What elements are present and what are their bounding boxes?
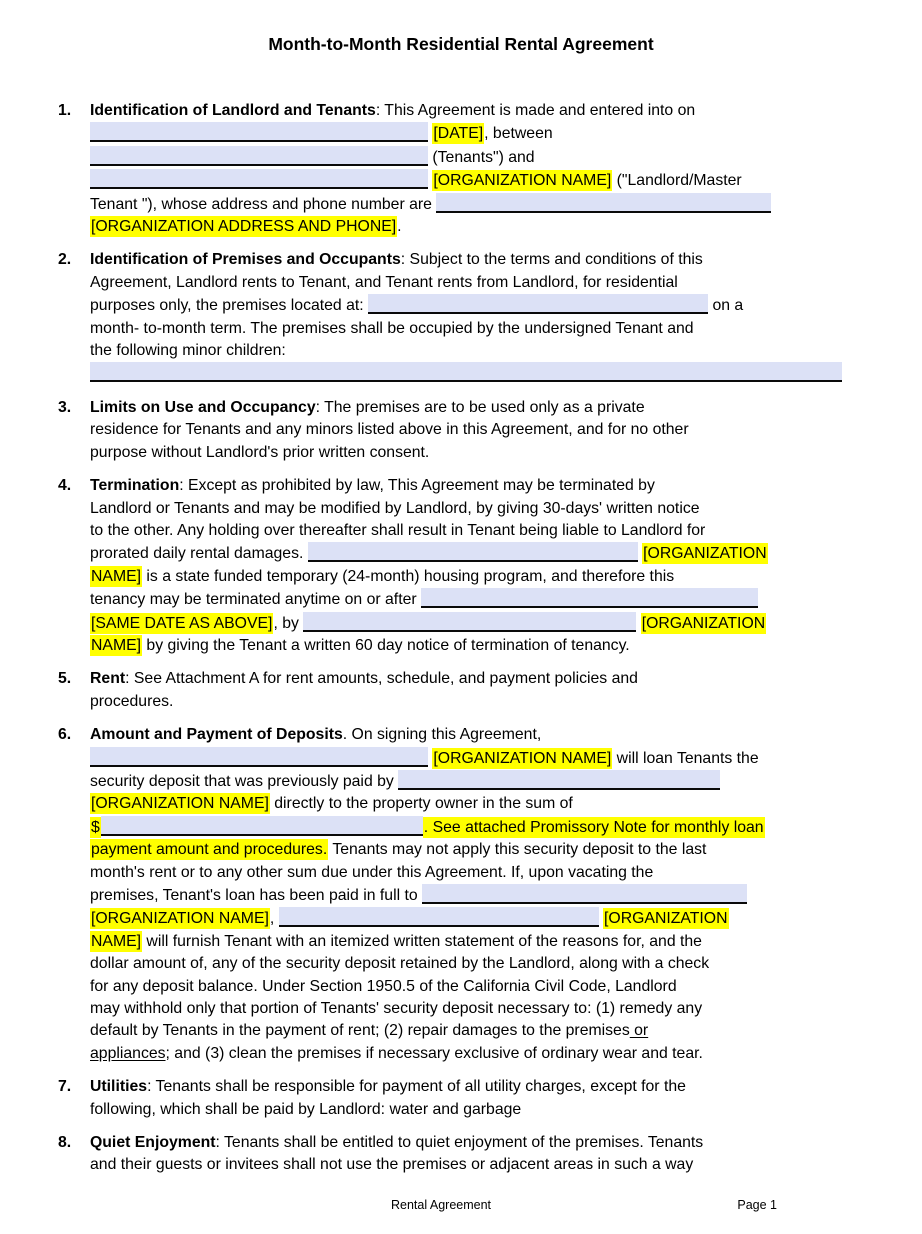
body-text: tenancy may be terminated anytime on or after [90,591,422,609]
body-text: premises, Tenant's loan has been paid in full to [90,887,423,904]
body-text: , by [273,614,304,632]
highlighted-placeholder: payment amount and procedures. [91,841,328,859]
body-text: to the other. Any holding over thereafter shall result in Tenant being liable to Landlord for [90,521,706,539]
body-text: , between [484,125,553,143]
body-text: on a [708,297,744,315]
section-identification-of-landlord-and-tenants [58,100,858,238]
section-heading: Identification of Premises and Occupants [90,251,401,269]
body-text: for any deposit balance. Under Section 1950.5 of the California Civil Code, Landlord [90,977,677,995]
body-text: following, which shall be paid by Landlord: water and garbage [90,1100,522,1118]
body-text: : This Agreement is made and entered into on [375,102,696,119]
section-quiet-enjoyment [58,1132,858,1177]
body-text: default by Tenants in the payment of rent; (2) repair damages to the premises [90,1022,630,1040]
section-heading: Termination [90,477,180,495]
section-utilities [58,1076,858,1121]
body-text: will furnish Tenant with an itemized written statement of the reasons for, and the [142,932,702,950]
section-content [90,668,852,713]
body-text: the following minor children: [90,342,286,360]
section-content [90,724,852,1065]
section-number: 7. [58,1078,72,1096]
body-text: by giving the Tenant a written 60 day notice of termination of tenancy. [142,636,630,654]
body-text: Tenant "), whose address and phone number are [90,195,437,213]
form-blank-field[interactable] [436,193,771,213]
highlighted-placeholder: [ORGANIZATION NAME] [433,172,612,190]
body-text: prorated daily rental damages. [90,545,308,563]
section-content [90,1076,852,1121]
body-text: procedures. [90,692,174,710]
section-number: 3. [58,398,72,416]
underlined-text: or [629,1022,649,1040]
section-content [90,475,852,657]
page-footer [0,1198,922,1212]
section-content [90,1132,852,1177]
form-blank-field[interactable] [90,362,842,382]
section-heading: Amount and Payment of Deposits [90,726,343,744]
body-text: : Tenants shall be entitled to quiet enjoyment of the premises. Tenants [215,1134,704,1152]
form-blank-field[interactable] [398,770,720,790]
body-text: ; and (3) clean the premises if necessary exclusive of ordinary wear and tear. [165,1044,703,1062]
body-text: Agreement, Landlord rents to Tenant, and Tenant rents from Landlord, for residential [90,273,678,291]
highlighted-placeholder: $ [91,818,100,836]
form-blank-field[interactable] [421,588,758,608]
section-content [90,397,852,464]
highlighted-placeholder: [ORGANIZATION [643,545,767,563]
form-blank-field[interactable] [303,612,636,632]
highlighted-placeholder: [DATE] [433,125,484,143]
highlighted-placeholder: [ORGANIZATION ADDRESS AND PHONE] [91,218,397,236]
body-text: Landlord or Tenants and may be modified by Landlord, by giving 30-days' written notice [90,499,700,517]
section-number: 1. [58,102,72,119]
body-text: : Except as prohibited by law, This Agreement may be terminated by [179,477,655,495]
section-heading: Rent [90,670,126,688]
section-content [90,249,852,385]
highlighted-placeholder: [ORGANIZATION NAME] [91,795,269,813]
form-blank-field[interactable] [90,169,428,189]
body-text: directly to the property owner in the sum of [269,795,573,813]
body-text: security deposit that was previously paid by [90,772,399,790]
body-text: dollar amount of, any of the security deposit retained by the Landlord, along with a check [90,955,710,973]
body-text: residence for Tenants and any minors listed above in this Agreement, and for no other [90,421,689,439]
body-text: purpose without Landlord's prior written consent. [90,443,430,461]
body-text: , [269,910,279,928]
highlighted-placeholder: NAME] [91,636,142,654]
underlined-text: appliances [90,1044,166,1062]
body-text: will loan Tenants the [612,749,759,767]
section-limits-on-use-and-occupancy [58,397,858,464]
form-blank-field[interactable] [90,122,428,142]
body-text: . On signing this Agreement, [342,726,542,744]
section-heading: Quiet Enjoyment [90,1134,216,1152]
section-heading: Utilities [90,1078,148,1096]
body-text: month- to-month term. The premises shall be occupied by the undersigned Tenant and [90,319,694,337]
body-text: is a state funded temporary (24-month) housing program, and therefore this [142,567,675,585]
document-title: Month-to-Month Residential Rental Agreement [268,34,654,54]
body-text: month's rent or to any other sum due under this Agreement. If, upon vacating the [90,863,654,881]
form-blank-field[interactable] [279,907,599,927]
footer-page-number: Page 1 [737,1198,777,1212]
body-text: : The premises are to be used only as a private [315,398,645,416]
highlighted-placeholder: [ORGANIZATION NAME] [433,749,612,767]
highlighted-placeholder: [ORGANIZATION [641,614,766,632]
highlighted-placeholder: NAME] [91,932,142,950]
body-text: may withhold only that portion of Tenants' security deposit necessary to: (1) remedy any [90,1000,703,1018]
form-blank-field[interactable] [422,884,747,904]
footer-document-label: Rental Agreement [390,1198,492,1212]
section-number: 8. [58,1134,72,1152]
section-heading: Limits on Use and Occupancy [90,398,316,416]
form-blank-field[interactable] [101,816,423,836]
section-number: 6. [58,726,72,744]
body-text: ("Landlord/Master [612,172,742,190]
body-text: Tenants may not apply this security deposit to the last [328,841,707,859]
section-amount-and-payment-of-deposits [58,724,858,1065]
section-termination [58,475,858,657]
section-rent [58,668,858,713]
form-blank-field[interactable] [90,747,428,767]
body-text: : Subject to the terms and conditions of this [400,251,703,269]
section-heading: Identification of Landlord and Tenants [90,102,376,119]
body-text: and their guests or invitees shall not use the premises or adjacent areas in such a way [90,1156,694,1174]
highlighted-placeholder: NAME] [91,567,142,585]
form-blank-field[interactable] [368,294,708,314]
form-blank-field[interactable] [308,542,638,562]
section-content [90,100,852,238]
section-identification-of-premises-and-occupants [58,249,858,385]
highlighted-placeholder: [ORGANIZATION NAME] [91,910,269,928]
body-text: . [397,218,402,236]
highlighted-placeholder: [ORGANIZATION [604,910,728,928]
body-text: : Tenants shall be responsible for payment of all utility charges, except for the [147,1078,686,1096]
section-number: 4. [58,477,72,495]
highlighted-placeholder: . See attached Promissory Note for monthly loan [423,818,764,836]
highlighted-placeholder: [SAME DATE AS ABOVE] [91,614,273,632]
body-text: (Tenants") and [428,148,535,166]
form-blank-field[interactable] [90,146,428,166]
body-text: purposes only, the premises located at: [90,297,369,315]
body-text: : See Attachment A for rent amounts, schedule, and payment policies and [125,670,638,688]
section-number: 2. [58,251,72,269]
document-sections [0,100,858,1177]
section-number: 5. [58,670,72,688]
